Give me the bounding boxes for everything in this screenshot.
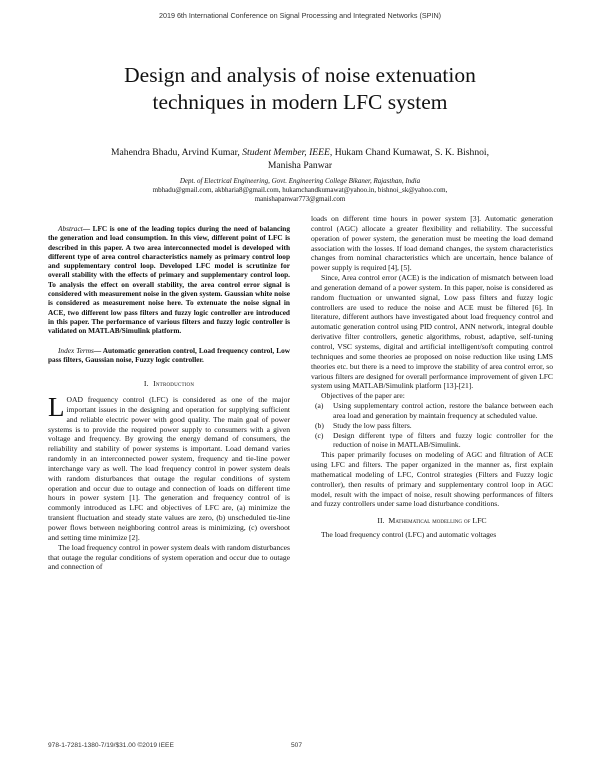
section-2-heading: II. Mathematical modelling of LFC	[377, 516, 487, 526]
section-2-paragraph-1: The load frequency control (LFC) and automatic voltages	[321, 530, 497, 540]
list-item: (c) Design different type of filters and fuzzy logic controller for the reduction of noise in MATLAB/Simulink.	[315, 430, 553, 450]
left-column	[48, 224, 290, 572]
footer-isbn: 978-1-7281-1380-7/19/$31.00 ©2019 IEEE	[48, 742, 174, 749]
author-names-a: Mahendra Bhadu, Arvind Kumar,	[111, 147, 243, 158]
department: Dept. of Electrical Engineering, Govt. Engineering College Bikaner, Rajasthan, India	[179, 177, 421, 185]
abstract-label: Abstract	[58, 224, 83, 233]
title-line-2: techniques in modern LFC system	[152, 90, 448, 114]
conference-header: 2019 6th International Conference on Signal Processing and Integrated Networks (SPIN)	[158, 11, 442, 20]
author-line-2: Manisha Panwar	[267, 160, 333, 171]
list-item: (b) Study the low pass filters.	[315, 420, 412, 430]
author-line-1	[55, 146, 545, 159]
paper-title	[40, 62, 560, 116]
intro-paragraph-1: LOAD frequency control (LFC) is considered as one of the major important issues in the designing and operation for supplying sufficient and reliable electric power with good quality. The main goal of power systems is to provide the required power supply to consumers with a given voltage and frequency. By growing the energy demand of consumers, the reliability and stability of power systems is important. Load demand varies randomly in an interconnected power system, frequency and tie-line power interchange vary as well. The load frequency control in power system deals with random disturbances that outage the regular conditions of system operation and occur due to outage and connection of loads on different time hours in power system [1]. The generation and frequency control of is commonly introduced as LFC and objectives of LFC are, (a) minimize the transient fluctuation and steady state values are zero, (b) unscheduled tie-line power flows between neighboring control areas is minimizing, (c) overshoot and setting time minimize [2].	[48, 392, 290, 542]
index-terms-text: — Automatic generation control, Load frequency control, Low pass filters, Gaussian noise, Fuzzy logic controller.	[48, 345, 290, 364]
right-column	[311, 214, 553, 540]
emails-line-2: manishapanwar773@gmail.com	[254, 195, 346, 204]
author-list	[55, 146, 545, 172]
index-terms	[48, 346, 290, 365]
objectives-list	[311, 401, 553, 450]
list-item: (a) Using supplementary control action, restore the balance between each area load and generation by maintain frequency at scheduled value.	[315, 401, 553, 420]
abstract	[48, 224, 290, 336]
title-line-1: Design and analysis of noise extenuation	[124, 63, 476, 87]
author-membership: Student Member, IEEE	[242, 147, 330, 158]
intro-paragraph-4: Since, Area control error (ACE) is the indication of mismatch between load and generation demand of a power system. In this paper, noise is considered as random fluctuation or unwanted signal, Low pass filters and fuzzy logic controllers are used to reduce the noise and ACE must be filtered [6]. In literature, different authors have investigated about load frequency control and automatic generation control using PID control, ANN network, integral double derivative filter controllers, genetic algorithms, robust, adaptive, self-tuning control, VSC systems, digital and artificial intelligent/soft computing control techniques and some theories ae proposed on noise reduction like using LMS theories etc. but there is a need to improve the stability of area control error, so various filters are designed for overall performance improvement of given LFC system using MATLAB/Simulink platform [13]-[21].	[311, 273, 553, 391]
affiliation	[60, 177, 540, 205]
emails-line-1: mbhadu@gmail.com, akbharia8@gmail.com, hukamchandkumawat@yahoo.in, bishnoi_sk@yahoo.com,	[152, 186, 448, 195]
intro-paragraph-3: loads on different time hours in power system [3]. Automatic generation control (AGC) allocate a greater flexibility and reliability. The successful operation of power system, the generation must be meeting the load demand association with the losses. If load demand changes, the system characteristics changes from nominal characteristics which are uncertain, hence balance of power supply is required [4], [5].	[311, 214, 553, 273]
intro-paragraph-5: This paper primarily focuses on modeling of AGC and filtration of ACE using LFC and filters. The paper organized in the manner as, first explain mathematical modeling of LFC, Control strategies (Filters and Fuzzy logic controller), then results of primary and supplementary control loop in AGC model, result with the impact of noise, result showing performances of filters and fuzzy controllers under same load disturbance conditions.	[311, 450, 553, 509]
intro-paragraph-2: The load frequency control in power system deals with random disturbances that outage the regular conditions of system operation and occur due to outage and connection of	[48, 542, 290, 572]
index-terms-label: Index Terms	[58, 345, 94, 355]
author-names-b: , Hukam Chand Kumawat, S. K. Bishnoi,	[329, 147, 489, 158]
objectives-intro: Objectives of the paper are:	[321, 391, 405, 401]
page-number: 507	[291, 742, 303, 749]
section-1-heading: I. Introduction	[143, 379, 195, 389]
drop-cap: L	[48, 392, 65, 422]
abstract-text: — LFC is one of the leading topics during the need of balancing the generation and load consumption. In this view, different point of LFC is described in this paper. A two area interconnected model is developed with different type of area control characteristics namely as primary control loop and supplementary control loop. Developed LFC model is scrutinize for overall stability with the effects of primary and supplementary control loop. To analysis the effect on overall stability, the area control error signal is considered with measurement noise in the given system. Gaussian white noise is considered as measurement noise here. To extenuate the noise signal in ACE, two different low pass filters and fuzzy logic controller are introduced in this paper. The performance of various filters and fuzzy logic controller is validated on MATLAB/Simulink platform.	[48, 224, 290, 336]
